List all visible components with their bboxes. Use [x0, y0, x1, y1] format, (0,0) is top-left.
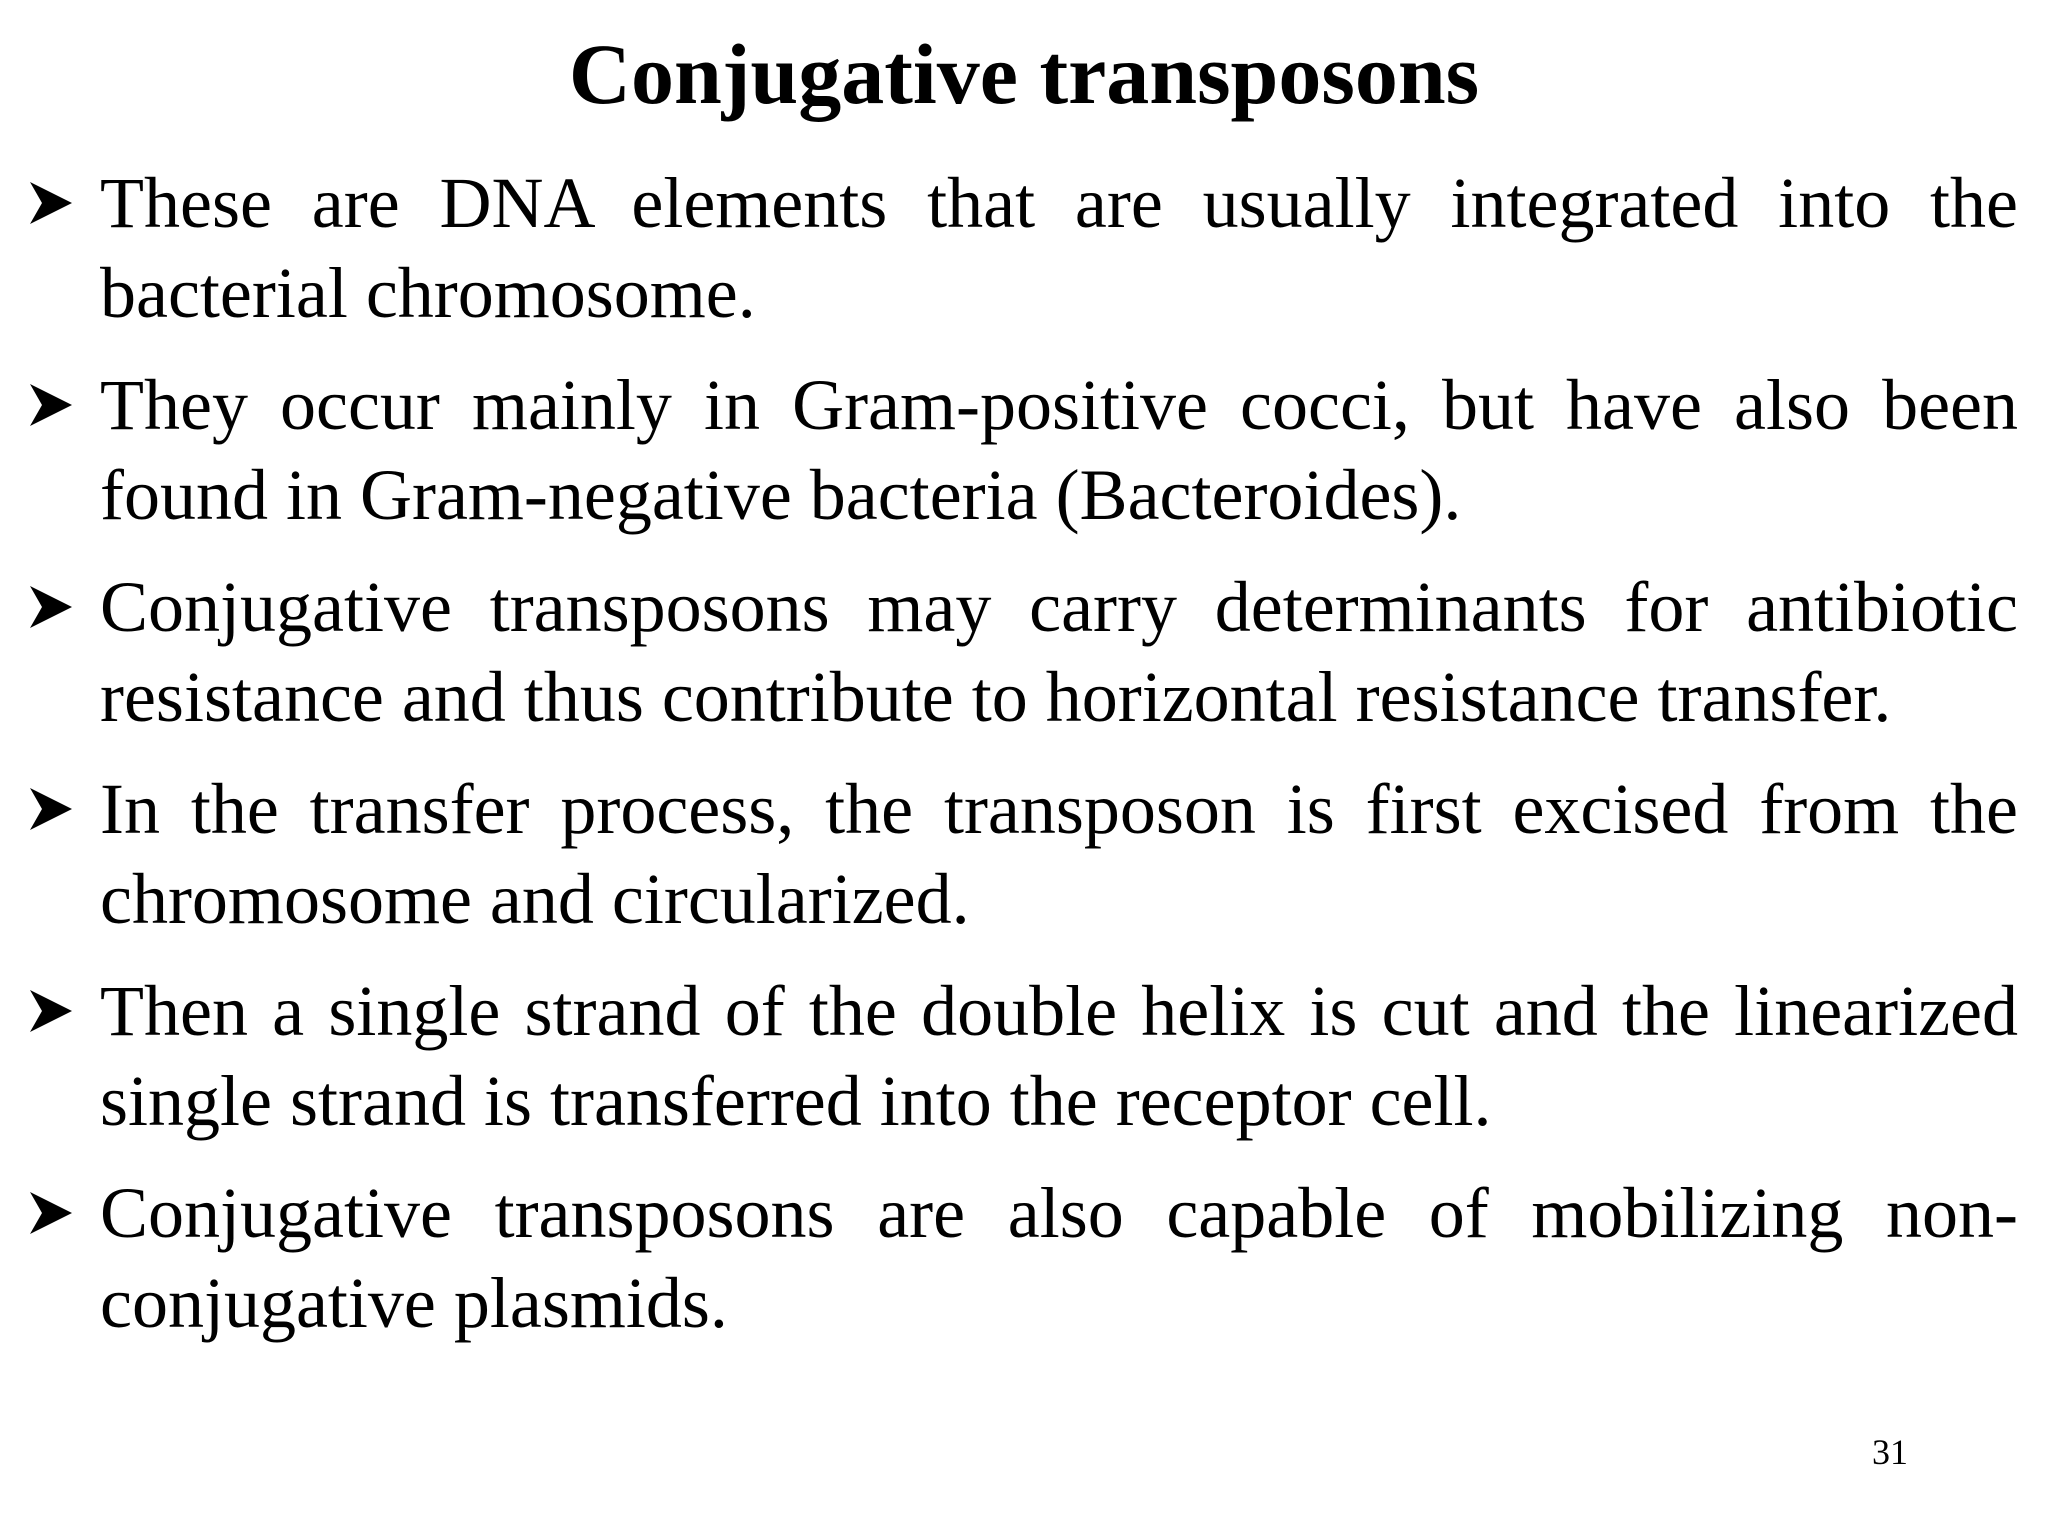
bullet-text: Conjugative transposons are also capable of mobilizing non-conjugative plasmids.: [100, 1173, 2018, 1343]
arrowhead-bullet-icon: [28, 158, 94, 248]
bullet-item: [28, 158, 2018, 338]
bullet-item: [28, 1168, 2018, 1348]
arrowhead-bullet-icon: [28, 1168, 94, 1258]
arrowhead-bullet-icon: [28, 360, 94, 450]
bullet-text: Then a single strand of the double helix is cut and the linearized single strand is transferred into the receptor cell.: [100, 971, 2018, 1141]
arrowhead-bullet-icon: [28, 562, 94, 652]
arrowhead-bullet-icon: [28, 966, 94, 1056]
arrowhead-bullet-icon: [28, 764, 94, 854]
bullet-text: In the transfer process, the transposon is first excised from the chromosome and circularized.: [100, 769, 2018, 939]
slide-title: Conjugative transposons: [568, 26, 1480, 122]
bullet-text: They occur mainly in Gram-positive cocci, but have also been found in Gram-negative bacteria (Bacteroides).: [100, 365, 2018, 535]
page-number: 31: [1872, 1432, 1908, 1472]
bullet-text: Conjugative transposons may carry determinants for antibiotic resistance and thus contribute to horizontal resistance transfer.: [100, 567, 2018, 737]
bullet-text: These are DNA elements that are usually integrated into the bacterial chromosome.: [100, 163, 2018, 333]
bullet-list: [28, 158, 2018, 1370]
bullet-item: [28, 764, 2018, 944]
bullet-item: [28, 360, 2018, 540]
bullet-item: [28, 966, 2018, 1146]
bullet-item: [28, 562, 2018, 742]
